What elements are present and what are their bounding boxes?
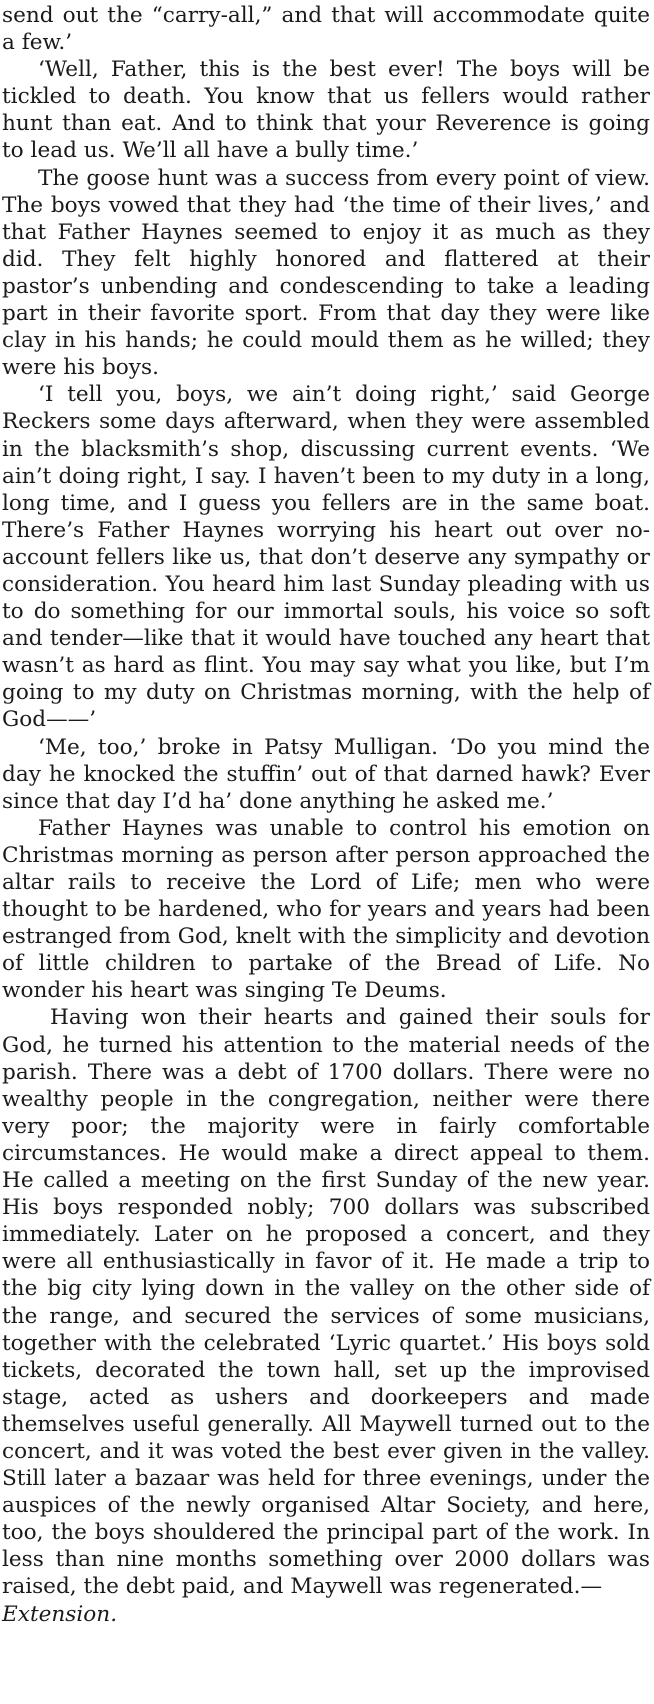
paragraph: The goose hunt was a success from every point of view. The boys vowed that they had ‘the time of their lives,’ and that Father Haynes seemed to enjoy it as much as they did. They felt highly honored and flattered at their pastor’s unbending and condescending to take a leading part in their favorite sport. From that day they were like clay in his hands; he could mould them as he willed; they were his boys.: [2, 165, 650, 381]
paragraph: Father Haynes was unable to control his emotion on Christmas morning as person after person approached the altar rails to receive the Lord of Life; men who were thought to be hardened, who for years and years had been estranged from God, knelt with the simplicity and devotion of little children to partake of the Bread of Life. No wonder his heart was singing Te Deums.: [2, 815, 650, 1004]
source-credit: Extension.: [2, 1601, 118, 1627]
paragraph: ‘I tell you, boys, we ain’t doing right,’ said George Reckers some days afterward, when they were assembled in the blacksmith’s shop, discussing current events. ‘We ain’t doing right, I say. I haven’t been to my duty in a long, long time, and I guess you fellers are in the same boat. There’s Father Haynes worrying his heart out over no-account fellers like us, that don’t deserve any sympathy or consideration. You heard him last Sunday pleading with us to do something for our immortal souls, his voice so soft and tender—like that it would have touched any heart that wasn’t as hard as flint. You may say what you like, but I’m going to my duty on Christmas morning, with the help of God——’: [2, 382, 650, 733]
paragraph: ‘Well, Father, this is the best ever! The boys will be tickled to death. You know that us fellers would rather hunt than eat. And to think that your Reverence is going to lead us. We’ll all have a bully time.’: [2, 57, 650, 164]
source-line: [2, 1601, 650, 1628]
paragraph: ‘Me, too,’ broke in Patsy Mulligan. ‘Do you mind the day he knocked the stuffin’ out of that darned hawk? Ever since that day I’d ha’ done anything he asked me.’: [2, 734, 650, 814]
paragraph: send out the “carry-all,” and that will accommodate quite a few.’: [2, 3, 650, 56]
paragraph-final-text: Having won their hearts and gained their souls for God, he turned his attention to the material needs of the parish. There was a debt of 1700 dollars. There were no wealthy people in the congregation, neither were there very poor; the majority were in fairly comfortable circumstances. He would make a direct appeal to them. He called a meeting on the first Sunday of the new year. His boys responded nobly; 700 dollars was subscribed immediately. Later on he proposed a concert, and they were all enthusiastically in favor of it. He made a trip to the big city lying down in the valley on the other side of the range, and secured the services of some musicians, together with the celebrated ‘Lyric quartet.’ His boys sold tickets, decorated the town hall, set up the improvised stage, acted as ushers and doorkeepers and made themselves useful generally. All Maywell turned out to the concert, and it was voted the best ever given in the valley. Still later a bazaar was held for three evenings, under the auspices of the newly organised Altar Society, and here, too, the boys shouldered the principal part of the work. In less than nine months something over 2000 dollars was raised, the debt paid, and Maywell was regenerated.—: [2, 1005, 650, 1600]
paragraph-final: [2, 1004, 650, 1600]
